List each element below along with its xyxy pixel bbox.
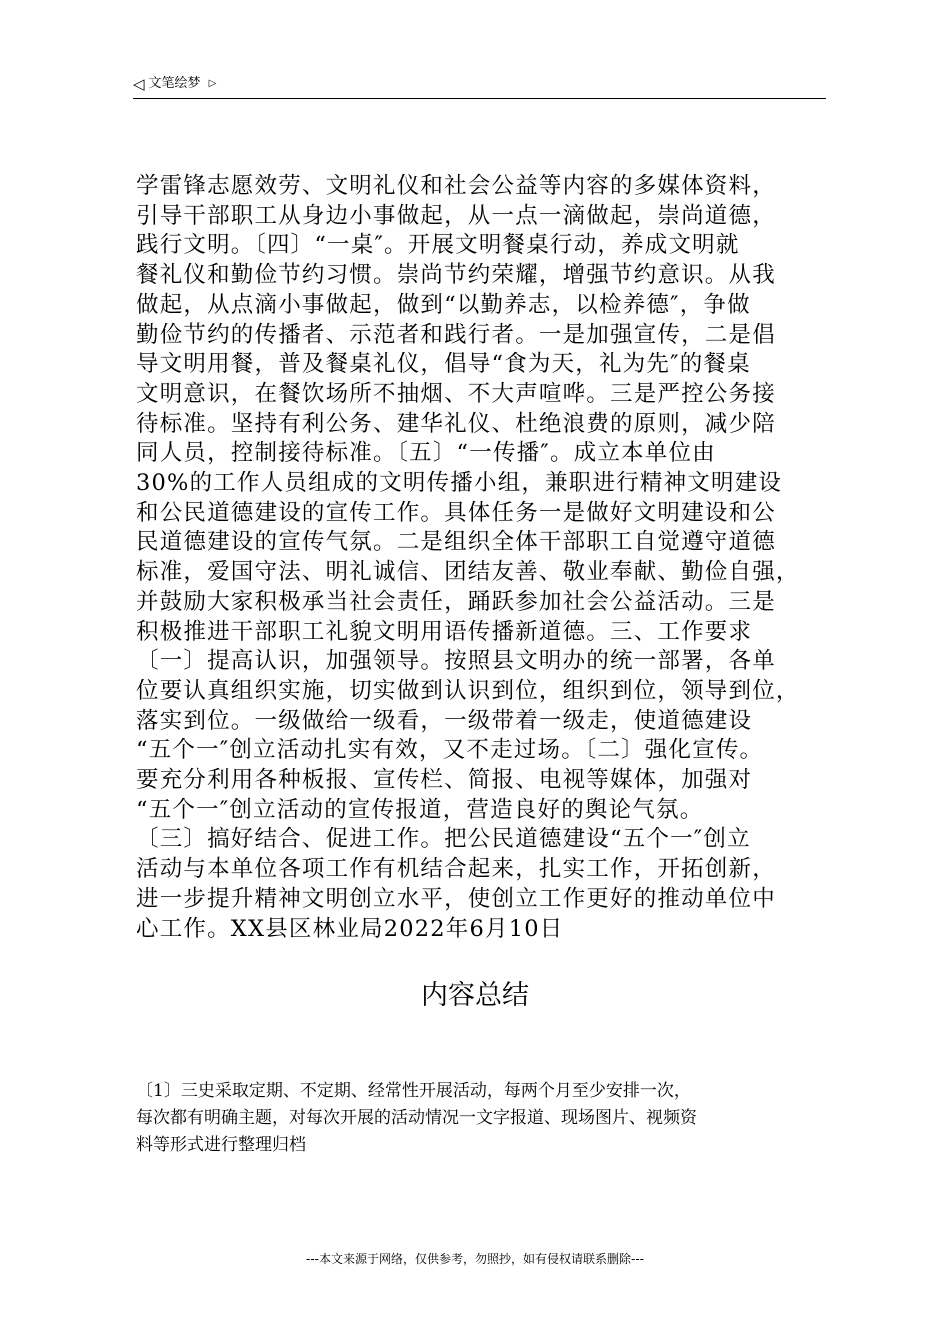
summary-heading: 内容总结 <box>421 980 529 1011</box>
document-body: 学雷锋志愿效劳、文明礼仪和社会公益等内容的多媒体资料， 引导干部职工从身边小事做起，从一点一滴做起，崇尚道德， 践行文明。〔四〕“一桌″。开展文明餐桌行动，养成文明就 餐礼仪和勤俭节约习惯。崇尚节约荣耀，增强节约意识。从我 做起，从点滴小事做起，做到“以勤养志，以检养德″，争做 勤俭节约的传播者、示范者和践行者。一是加强宣传，二是倡 导文明用餐，普及餐桌礼仪，倡导“食为天，礼为先″的餐桌 文明意识，在餐饮场所不抽烟、不大声喧哗。三是严控公务接 待标准。坚持有利公务、建华礼仪、杜绝浪费的原则，减少陪 同人员，控制接待标准。〔五〕“一传播″。成立本单位由 30%的工作人员组成的文明传播小组，兼职进行精神文明建设 和公民道德建设的宣传工作。具体任务一是做好文明建设和公 民道德建设的宣传气氛。二是组织全体干部职工自觉遵守道德 标准，爱国守法、明礼诚信、团结友善、敬业奉献、勤俭自强， 并鼓励大家积极承当社会责任，踊跃参加社会公益活动。三是 积极推进干部职工礼貌文明用语传播新道德。三、工作要求 〔一〕提高认识，加强领导。按照县文明办的统一部署，各单 位要认真组织实施，切实做到认识到位，组织到位，领导到位， 落实到位。一级做给一级看，一级带着一级走，使道德建设 “五个一″创立活动扎实有效，又不走过场。〔二〕强化宣传。 要充分利用各种板报、宣传栏、简报、电视等媒体，加强对 “五个一″创立活动的宣传报道，营造良好的舆论气氛。 〔三〕搞好结合、促进工作。把公民道德建设“五个一″创立 活动与本单位各项工作有机结合起来，扎实工作，开拓创新， 进一步提升精神文明创立水平，使创立工作更好的推动单位中 心工作。XX县区林业局2022年6月10日 <box>136 173 800 942</box>
triangle-left-icon: ◁ <box>133 75 145 93</box>
brand <box>133 76 216 92</box>
summary-text: 〔1〕三史采取定期、不定期、经常性开展活动，每两个月至少安排一次， 每次都有明确主题，对每次开展的活动情况一文字报道、现场图片、视频资 料等形式进行整理归档 <box>136 1081 697 1155</box>
brand-label: 文笔绘梦 <box>148 76 201 91</box>
triangle-right-icon: ▷ <box>208 78 217 89</box>
footer-disclaimer: ---本文来源于网络，仅供参考，勿照抄，如有侵权请联系删除--- <box>306 1252 644 1266</box>
page-header <box>133 76 826 99</box>
